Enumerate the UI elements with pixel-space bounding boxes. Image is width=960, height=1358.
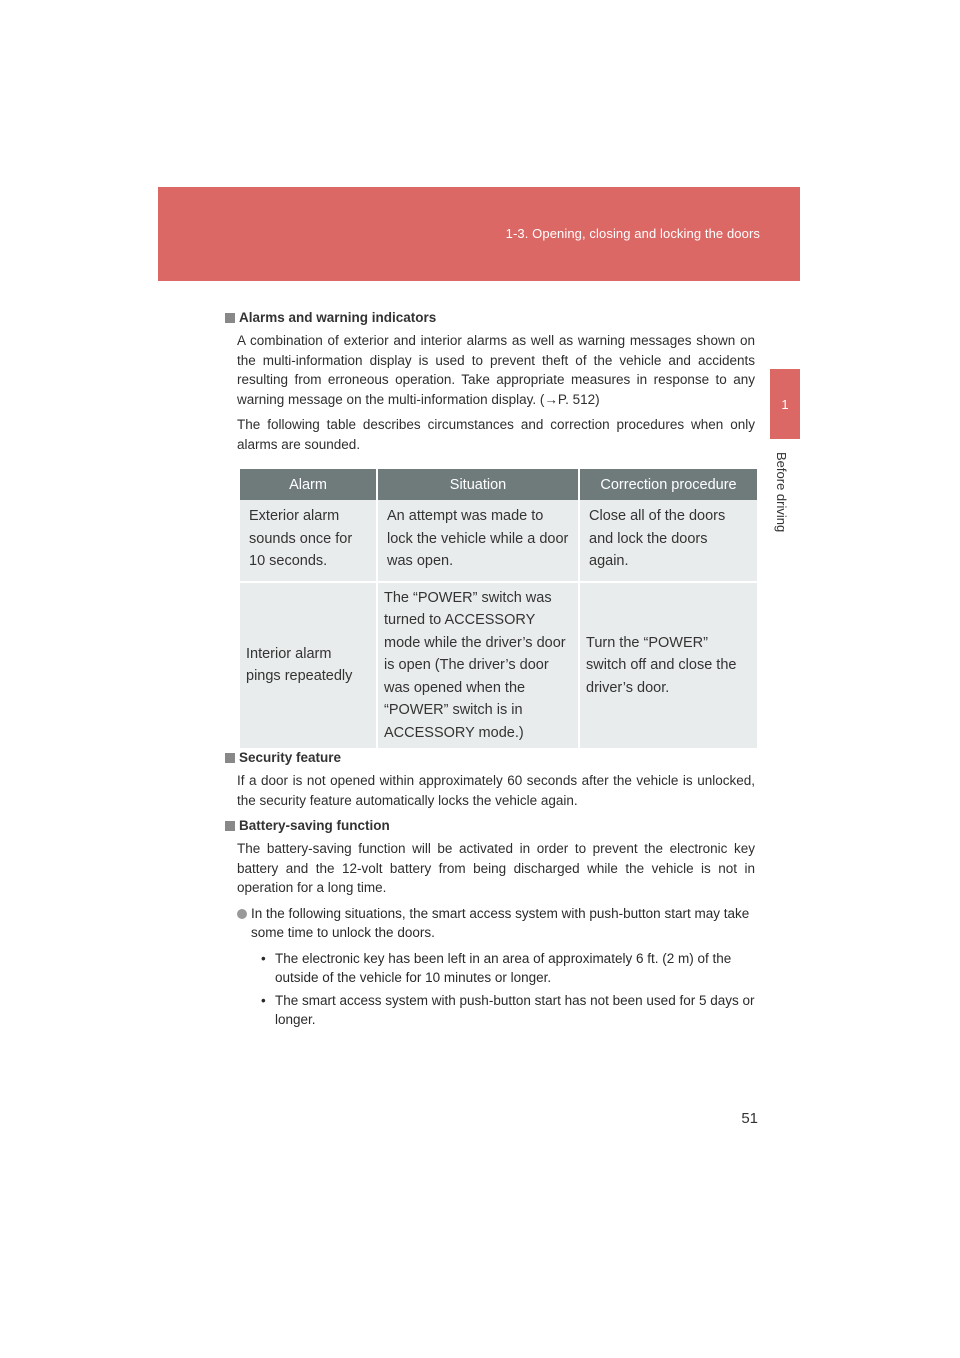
header-band <box>158 187 800 281</box>
table-header-row <box>240 469 757 500</box>
table-row <box>240 582 757 749</box>
section-title: 1-3. Opening, closing and locking the doors <box>505 226 760 241</box>
cell-alarm: Exterior alarm sounds once for 10 seconds. <box>240 500 377 582</box>
list-item <box>261 949 755 988</box>
alarms-heading <box>225 310 755 325</box>
security-paragraph: If a door is not opened within approximately 60 seconds after the vehicle is unlocked, the security feature automatically locks the vehicle again. <box>237 773 755 808</box>
list-item <box>261 991 755 1030</box>
circle-bullet-icon <box>237 909 247 919</box>
chapter-number: 1 <box>781 396 789 412</box>
battery-heading <box>225 818 755 833</box>
cell-alarm: Interior alarm pings repeatedly <box>240 582 377 749</box>
cell-situation: The “POWER” switch was turned to ACCESSORY mode while the driver’s door is open (The driver’s door was opened when the “POWER” switch is in ACCESSORY mode.) <box>377 582 579 749</box>
security-heading-text: Security feature <box>239 750 342 765</box>
alarms-heading-text: Alarms and warning indicators <box>239 310 437 325</box>
battery-bullet <box>237 904 755 943</box>
chapter-tab <box>770 369 800 439</box>
square-bullet-icon <box>225 821 235 831</box>
col-header-situation: Situation <box>377 469 579 500</box>
lower-section <box>225 750 755 1033</box>
square-bullet-icon <box>225 313 235 323</box>
battery-heading-text: Battery-saving function <box>239 818 390 833</box>
security-heading <box>225 750 755 765</box>
dot-marker-icon: • <box>261 992 266 1008</box>
alarms-section <box>225 310 755 460</box>
col-header-correction: Correction procedure <box>579 469 757 500</box>
cell-situation: An attempt was made to lock the vehicle while a door was open. <box>377 500 579 582</box>
dot-marker-icon: • <box>261 950 266 966</box>
chapter-label: Before driving <box>774 452 789 533</box>
table-row <box>240 500 757 582</box>
alarms-paragraph-1: A combination of exterior and interior alarms as well as warning messages shown on the multi-information display is used to prevent theft of the vehicle and accidents resulting from erroneous operation. Take appropriate measures in response to any warning message on the multi-information display. (→P. 512) <box>237 333 755 407</box>
subitem-text: The electronic key has been left in an area of approximately 6 ft. (2 m) of the outside of the vehicle for 10 minutes or longer. <box>275 950 732 985</box>
battery-paragraph: The battery-saving function will be activated in order to prevent the electronic key battery and the 12-volt battery from being discharged while the vehicle is not in operation for a long time. <box>237 841 755 895</box>
battery-bullet-text: In the following situations, the smart access system with push-button start may take some time to unlock the doors. <box>251 905 750 940</box>
square-bullet-icon <box>225 753 235 763</box>
cell-correction: Turn the “POWER” switch off and close the driver’s door. <box>579 582 757 749</box>
page-number: 51 <box>741 1110 758 1127</box>
subitem-text: The smart access system with push-button start has not been used for 5 days or longer. <box>275 992 755 1027</box>
alarms-paragraph-2: The following table describes circumstances and correction procedures when only alarms are sounded. <box>237 417 755 452</box>
cell-correction: Close all of the doors and lock the doors again. <box>579 500 757 582</box>
alarm-table <box>240 469 757 748</box>
col-header-alarm: Alarm <box>240 469 377 500</box>
